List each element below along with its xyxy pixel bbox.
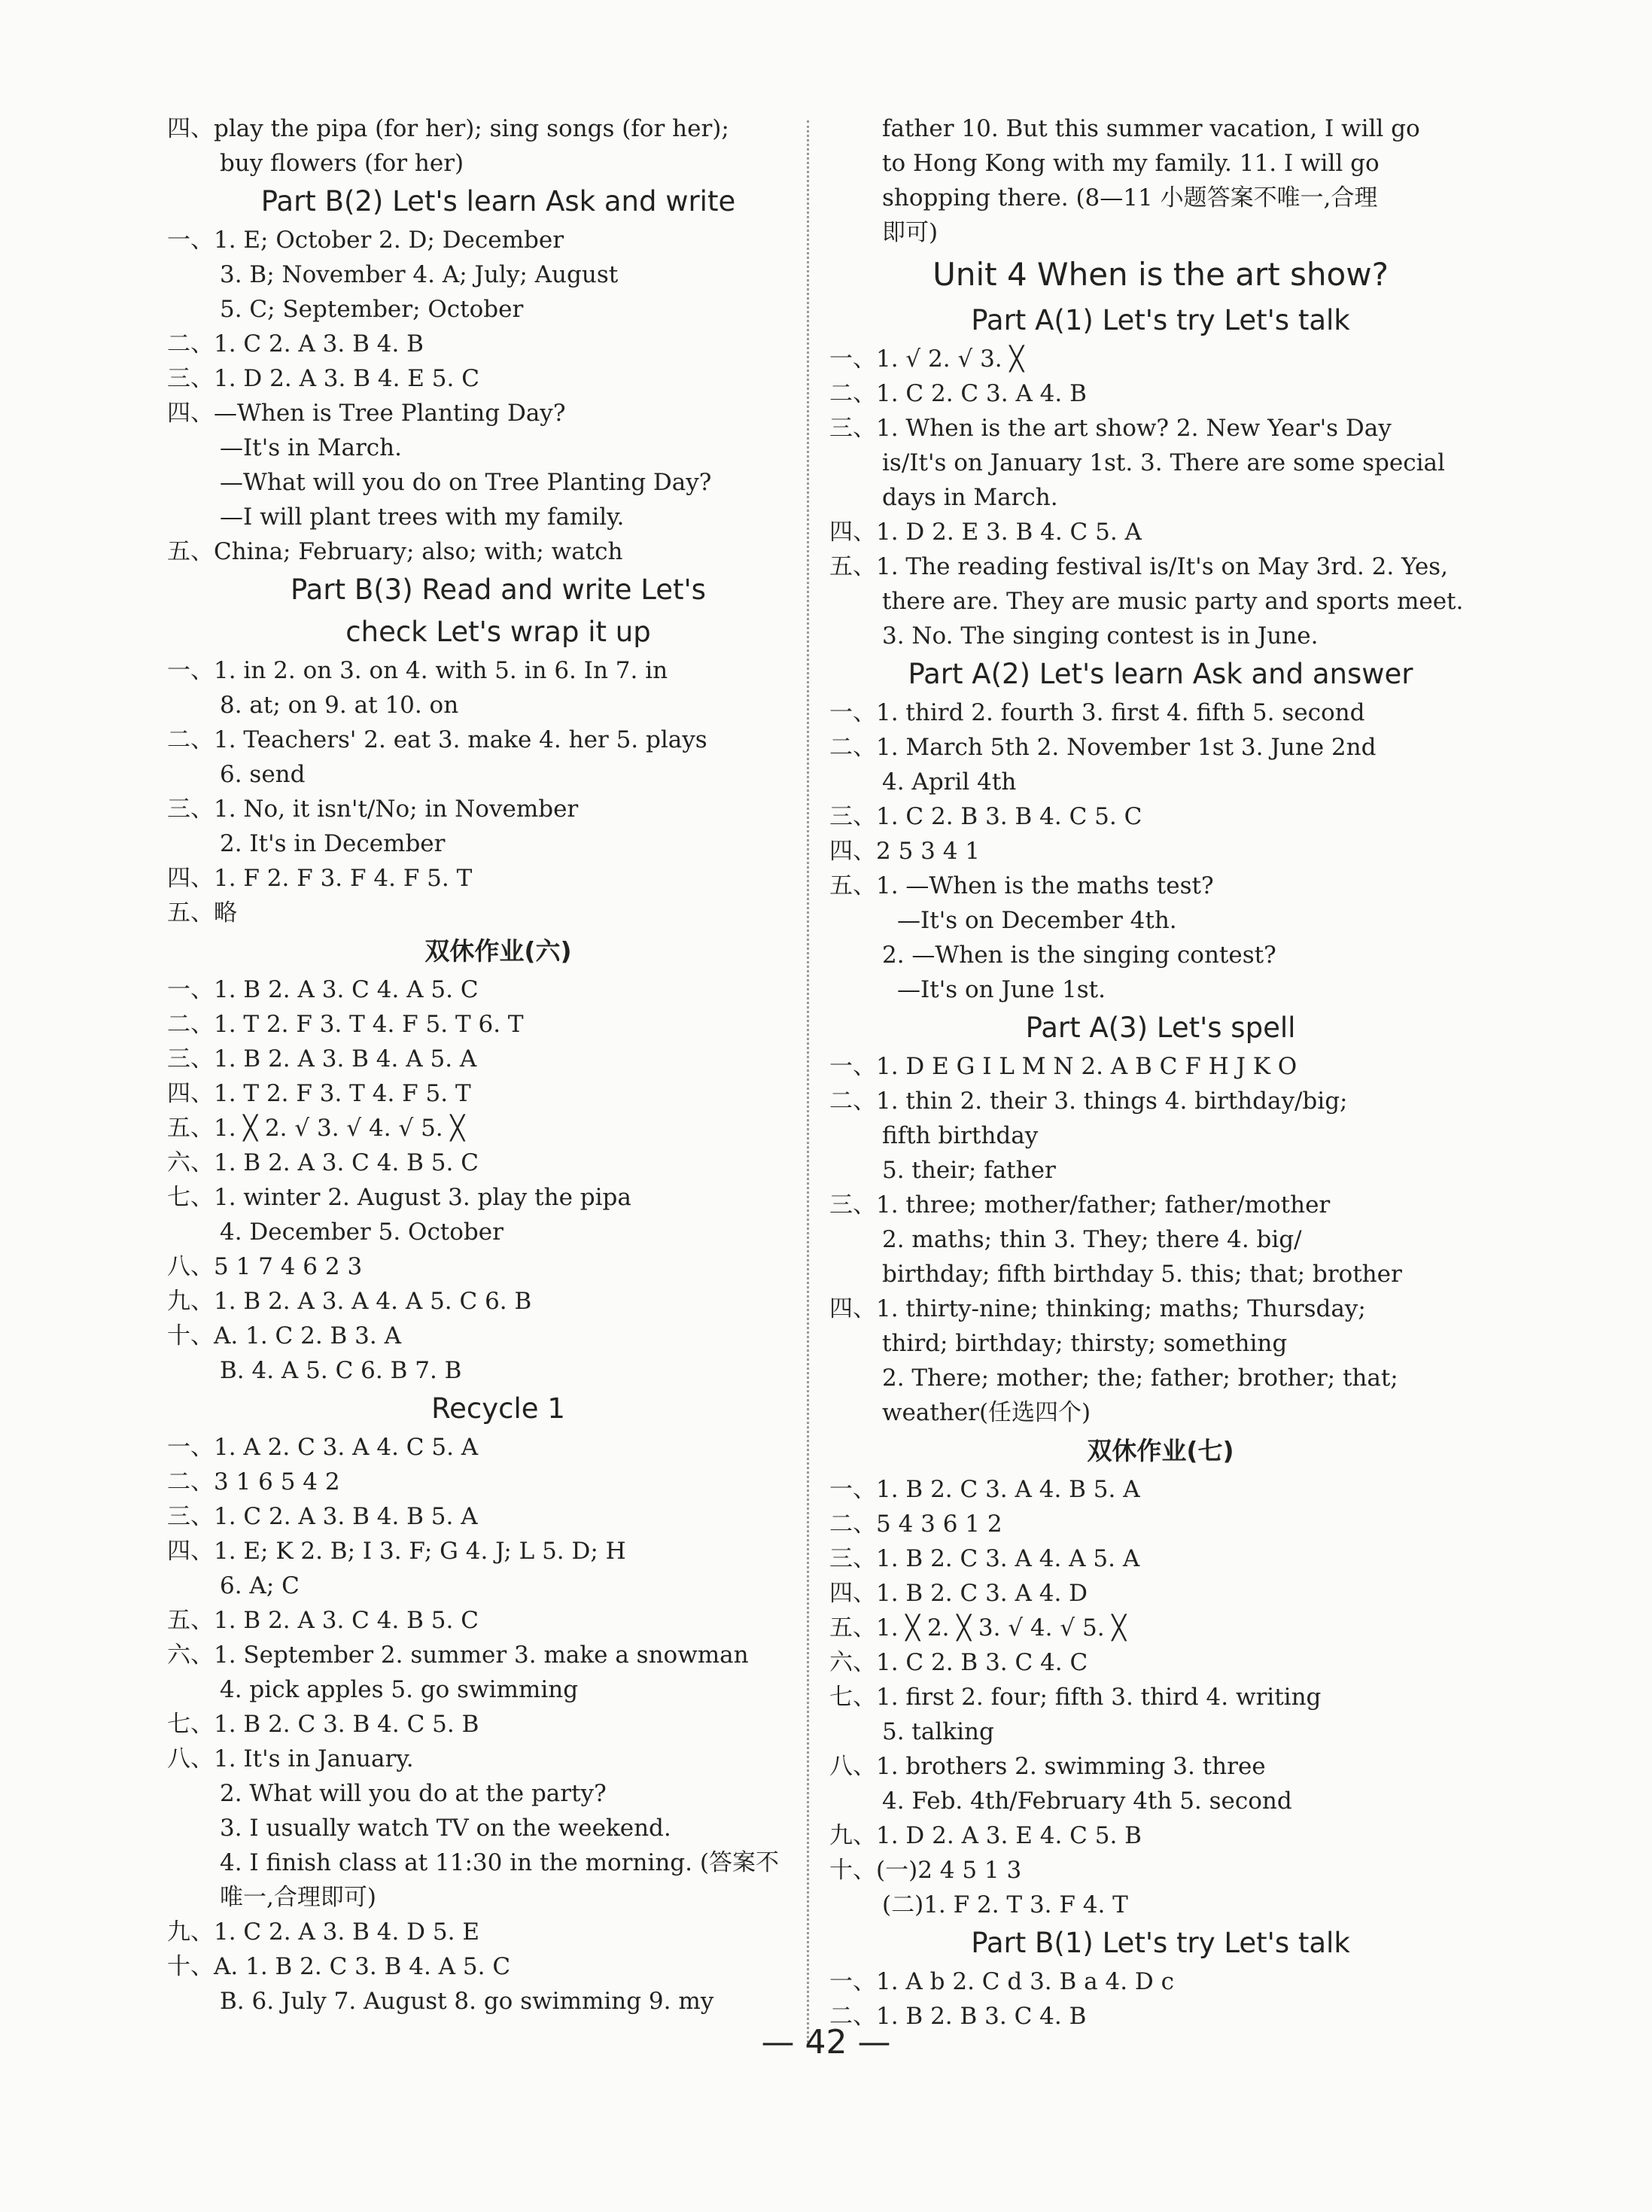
answer-line: 一、1. B 2. A 3. C 4. A 5. C (167, 976, 479, 1003)
answer-line: 九、1. B 2. A 3. A 4. A 5. C 6. B (167, 1288, 532, 1315)
answer-line: —What will you do on Tree Planting Day? (220, 469, 712, 496)
answer-line: 6. send (220, 761, 306, 788)
answer-line: 九、1. D 2. A 3. E 4. C 5. B (829, 1822, 1142, 1849)
answer-line: 二、5 4 3 6 1 2 (829, 1511, 1002, 1538)
answer-line: 一、1. √ 2. √ 3. ╳ (829, 345, 1024, 373)
answer-line: fifth birthday (882, 1122, 1039, 1149)
answer-line: 八、1. It's in January. (167, 1745, 414, 1772)
answer-line: 5. talking (882, 1718, 994, 1745)
answer-line: 三、1. C 2. B 3. B 4. C 5. C (829, 803, 1142, 830)
answer-line: 三、1. B 2. A 3. B 4. A 5. A (167, 1045, 477, 1073)
answer-line: is/It's on January 1st. 3. There are some special (882, 449, 1445, 476)
answer-line: 5. their; father (882, 1157, 1056, 1184)
answer-line: 十、A. 1. C 2. B 3. A (167, 1322, 401, 1349)
answer-line: 五、1. —When is the maths test? (829, 872, 1214, 899)
right-answer-column (829, 111, 1492, 2034)
answer-line: 4. December 5. October (220, 1219, 504, 1246)
answer-line: 4. April 4th (882, 768, 1017, 796)
answer-line: father 10. But this summer vacation, I will go (882, 115, 1420, 142)
answer-line: 四、1. D 2. E 3. B 4. C 5. A (829, 519, 1142, 546)
answer-line: 一、1. A 2. C 3. A 4. C 5. A (167, 1434, 479, 1461)
answer-line: shopping there. (8—11 小题答案不唯一,合理 (882, 184, 1378, 211)
answer-line: 三、1. B 2. C 3. A 4. A 5. A (829, 1545, 1140, 1572)
page-number: — 42 — (761, 2023, 891, 2061)
answer-line: 三、1. D 2. A 3. B 4. E 5. C (167, 365, 479, 392)
answer-line: —It's in March. (220, 434, 402, 461)
answer-line: 8. at; on 9. at 10. on (220, 692, 459, 719)
answer-line: 6. A; C (220, 1572, 300, 1599)
answer-line: 四、1. F 2. F 3. F 4. F 5. T (167, 865, 473, 892)
answer-line: 五、1. ╳ 2. √ 3. √ 4. √ 5. ╳ (167, 1115, 465, 1142)
answer-line: 2. maths; thin 3. They; there 4. big/ (882, 1226, 1302, 1253)
answer-line: 四、1. thirty-nine; thinking; maths; Thursday; (829, 1295, 1366, 1322)
answer-line: 2. What will you do at the party? (220, 1780, 607, 1807)
answer-line: 四、1. T 2. F 3. T 4. F 5. T (167, 1080, 471, 1107)
answer-line: B. 4. A 5. C 6. B 7. B (220, 1357, 462, 1384)
answer-line: 九、1. C 2. A 3. B 4. D 5. E (167, 1918, 479, 1946)
answer-line: 一、1. third 2. fourth 3. first 4. fifth 5. second (829, 699, 1365, 726)
answer-line: 4. I finish class at 11:30 in the morning. (答案不 (220, 1849, 779, 1876)
answer-line: 唯一,合理即可) (220, 1884, 376, 1911)
answer-line: 三、1. When is the art show? 2. New Year's Day (829, 415, 1392, 442)
answer-line: 六、1. C 2. B 3. C 4. C (829, 1649, 1088, 1676)
answer-line: 十、A. 1. B 2. C 3. B 4. A 5. C (167, 1953, 511, 1980)
answer-line: days in March. (882, 484, 1058, 511)
answer-line: 四、1. E; K 2. B; I 3. F; G 4. J; L 5. D; H (167, 1538, 626, 1565)
section-heading: Part A(1) Let's try Let's talk (971, 304, 1350, 336)
answer-line: 2. There; mother; the; father; brother; that; (882, 1365, 1398, 1392)
answer-line: 六、1. September 2. summer 3. make a snowman (167, 1642, 749, 1669)
answer-line: buy flowers (for her) (220, 150, 464, 177)
answer-line: 3. B; November 4. A; July; August (220, 261, 619, 288)
answer-line: 2. It's in December (220, 830, 446, 857)
section-heading: Part B(1) Let's try Let's talk (971, 1927, 1350, 1959)
answer-line: 二、1. thin 2. their 3. things 4. birthday/big; (829, 1088, 1348, 1115)
column-divider (807, 120, 809, 2047)
answer-line: —It's on December 4th. (897, 907, 1177, 934)
answer-line: 一、1. in 2. on 3. on 4. with 5. in 6. In 7. in (167, 657, 668, 684)
answer-line: 4. pick apples 5. go swimming (220, 1676, 579, 1703)
answer-line: weather(任选四个) (882, 1399, 1091, 1426)
section-heading: Part B(3) Read and write Let's (291, 574, 706, 606)
answer-line: 一、1. A b 2. C d 3. B a 4. D c (829, 1968, 1174, 1995)
answer-line: 5. C; September; October (220, 296, 524, 323)
answer-line: 七、1. winter 2. August 3. play the pipa (167, 1184, 631, 1211)
answer-line: birthday; fifth birthday 5. this; that; brother (882, 1261, 1402, 1288)
answer-line: —I will plant trees with my family. (220, 504, 625, 531)
answer-line: 六、1. B 2. A 3. C 4. B 5. C (167, 1149, 479, 1176)
answer-line: 3. I usually watch TV on the weekend. (220, 1815, 671, 1842)
section-heading: check Let's wrap it up (345, 616, 651, 648)
answer-line: 3. No. The singing contest is in June. (882, 622, 1319, 650)
answer-line: 七、1. B 2. C 3. B 4. C 5. B (167, 1711, 479, 1738)
section-heading: Recycle 1 (431, 1392, 565, 1425)
answer-line: 五、1. ╳ 2. ╳ 3. √ 4. √ 5. ╳ (829, 1614, 1127, 1642)
answer-line: 五、1. The reading festival is/It's on May 3rd. 2. Yes, (829, 553, 1448, 580)
answer-line: 2. —When is the singing contest? (882, 942, 1276, 969)
answer-line: 即可) (882, 219, 939, 246)
answer-line: (二)1. F 2. T 3. F 4. T (882, 1891, 1128, 1918)
section-heading: Part B(2) Let's learn Ask and write (260, 185, 736, 218)
answer-line: 一、1. D E G I L M N 2. A B C F H J K O (829, 1053, 1298, 1080)
answer-line: third; birthday; thirsty; something (882, 1330, 1288, 1357)
section-heading: Part A(2) Let's learn Ask and answer (908, 658, 1413, 690)
section-heading: 双休作业(七) (1087, 1436, 1234, 1465)
answer-line: 4. Feb. 4th/February 4th 5. second (882, 1788, 1292, 1815)
answer-line: there are. They are music party and sports meet. (882, 588, 1464, 615)
answer-line: 二、3 1 6 5 4 2 (167, 1468, 340, 1495)
answer-line: 七、1. first 2. four; fifth 3. third 4. writing (829, 1684, 1322, 1711)
answer-line: 四、1. B 2. C 3. A 4. D (829, 1580, 1088, 1607)
answer-line: 三、1. No, it isn't/No; in November (167, 796, 579, 823)
answer-line: 三、1. three; mother/father; father/mother (829, 1191, 1331, 1219)
answer-line: 二、1. C 2. A 3. B 4. B (167, 330, 424, 358)
answer-line: 八、1. brothers 2. swimming 3. three (829, 1753, 1266, 1780)
answer-line: 一、1. E; October 2. D; December (167, 227, 564, 254)
answer-line: 八、5 1 7 4 6 2 3 (167, 1253, 363, 1280)
answer-line: B. 6. July 7. August 8. go swimming 9. my (220, 1988, 714, 2015)
answer-line: 四、—When is Tree Planting Day? (167, 400, 566, 427)
answer-line: 二、1. C 2. C 3. A 4. B (829, 380, 1087, 407)
answer-line: 五、略 (167, 899, 237, 926)
answer-line: 二、1. Teachers' 2. eat 3. make 4. her 5. plays (167, 726, 707, 753)
answer-line: 二、1. March 5th 2. November 1st 3. June 2nd (829, 734, 1377, 761)
answer-line: 一、1. B 2. C 3. A 4. B 5. A (829, 1476, 1140, 1503)
answer-line: —It's on June 1st. (897, 976, 1106, 1003)
answer-line: 五、1. B 2. A 3. C 4. B 5. C (167, 1607, 479, 1634)
section-heading: Part A(3) Let's spell (1025, 1012, 1296, 1044)
answer-line: 四、2 5 3 4 1 (829, 838, 981, 865)
section-heading: 双休作业(六) (424, 936, 572, 966)
section-heading: Unit 4 When is the art show? (932, 256, 1389, 293)
answer-line: 十、(一)2 4 5 1 3 (829, 1857, 1022, 1884)
answer-line: to Hong Kong with my family. 11. I will go (882, 150, 1380, 177)
answer-line: 三、1. C 2. A 3. B 4. B 5. A (167, 1503, 478, 1530)
answer-line: 二、1. T 2. F 3. T 4. F 5. T 6. T (167, 1011, 524, 1038)
answer-line: 四、play the pipa (for her); sing songs (for her); (167, 115, 729, 142)
answer-line: 二、1. B 2. B 3. C 4. B (829, 2003, 1087, 2030)
left-answer-column (167, 111, 829, 2019)
answer-line: 五、China; February; also; with; watch (167, 538, 623, 565)
